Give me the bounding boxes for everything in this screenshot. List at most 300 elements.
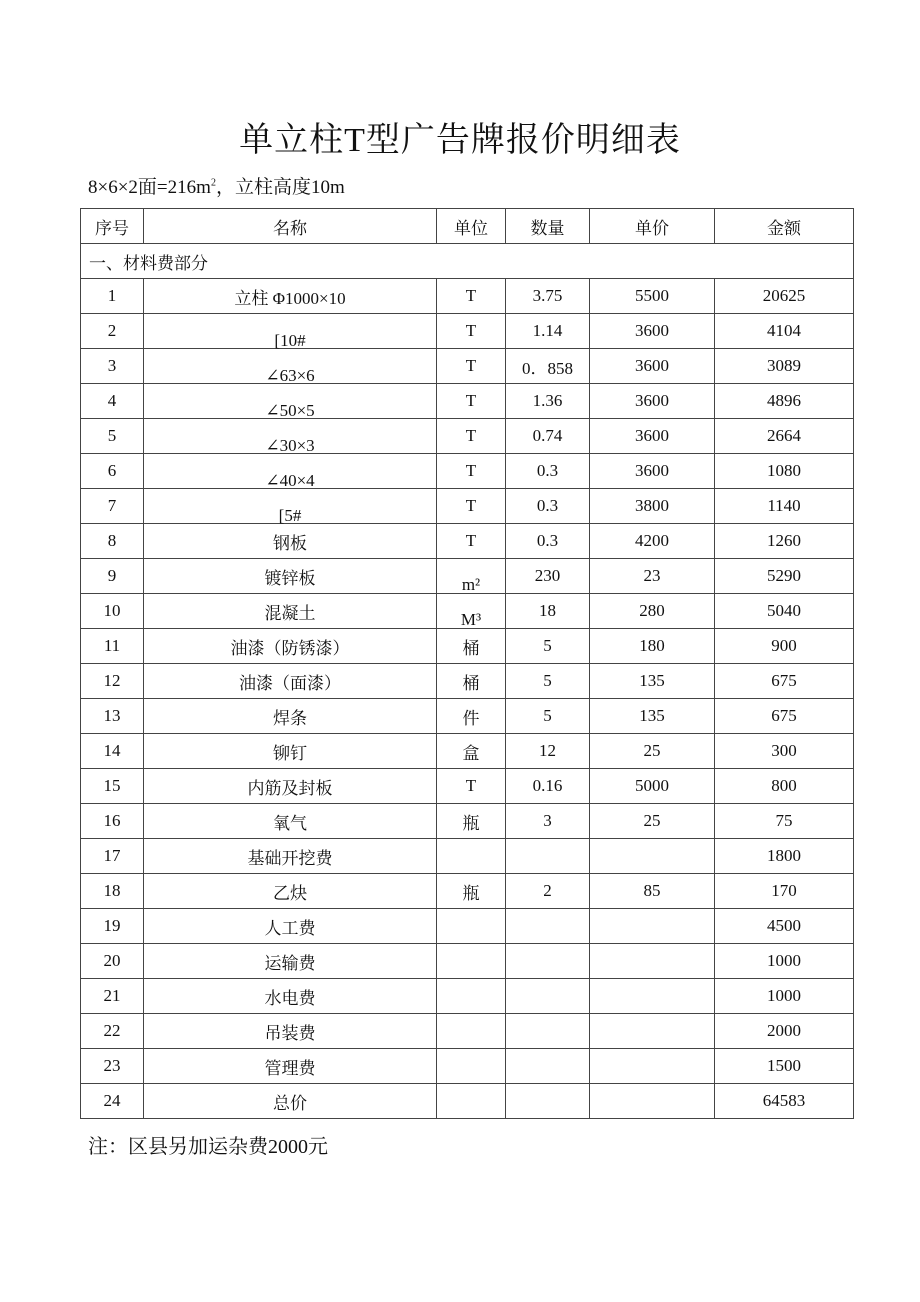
quantity — [506, 454, 590, 489]
amount — [715, 1014, 854, 1049]
item-name — [144, 944, 437, 979]
unit — [437, 454, 506, 489]
section-label: 一、材料费部分 — [81, 244, 854, 279]
row-number-text: 10 — [103, 601, 121, 620]
item-name-text: 运输费 — [264, 953, 316, 973]
amount — [715, 769, 854, 804]
unit-price — [590, 839, 715, 874]
item-name — [144, 419, 437, 454]
table-row — [81, 839, 854, 874]
unit-price — [590, 454, 715, 489]
row-number — [81, 979, 144, 1014]
unit-price — [590, 419, 715, 454]
unit-text: T — [465, 426, 477, 445]
row-number — [81, 874, 144, 909]
row-number-text: 11 — [103, 636, 121, 655]
unit-text: T — [465, 286, 477, 305]
row-number-text: 3 — [107, 356, 117, 375]
unit-price-text: 3800 — [635, 496, 669, 515]
quantity-text: 0.16 — [532, 776, 563, 795]
item-name — [144, 279, 437, 314]
row-number-text: 15 — [103, 776, 121, 795]
item-name — [144, 349, 437, 384]
amount — [715, 384, 854, 419]
table-row — [81, 594, 854, 629]
item-name — [144, 804, 437, 839]
unit — [437, 1014, 506, 1049]
amount — [715, 594, 854, 629]
unit — [437, 944, 506, 979]
row-number — [81, 699, 144, 734]
unit-text: 桶 — [462, 673, 480, 693]
row-number-text: 6 — [107, 461, 117, 480]
table-row — [81, 454, 854, 489]
unit-price — [590, 699, 715, 734]
table-row — [81, 769, 854, 804]
row-number-text: 8 — [107, 531, 117, 550]
row-number — [81, 524, 144, 559]
quantity-text: 0.3 — [536, 461, 559, 480]
unit-text: T — [465, 391, 477, 410]
unit-price-text: 3600 — [635, 356, 669, 375]
unit-text: T — [465, 321, 477, 340]
table-row — [81, 279, 854, 314]
item-name-text: ∠63×6 — [265, 366, 315, 385]
row-number — [81, 419, 144, 454]
row-number-text: 12 — [103, 671, 121, 690]
row-number-text: 23 — [103, 1056, 121, 1075]
unit — [437, 629, 506, 664]
section-row — [81, 244, 854, 279]
item-name — [144, 874, 437, 909]
item-name-text: ∠50×5 — [265, 401, 315, 420]
unit-text: T — [465, 496, 477, 515]
unit — [437, 769, 506, 804]
amount — [715, 909, 854, 944]
unit — [437, 349, 506, 384]
unit-price — [590, 1049, 715, 1084]
row-number — [81, 1049, 144, 1084]
item-name — [144, 979, 437, 1014]
row-number — [81, 454, 144, 489]
unit-price-text: 135 — [639, 671, 665, 690]
item-name — [144, 699, 437, 734]
unit-text: 瓶 — [462, 883, 480, 903]
unit — [437, 664, 506, 699]
amount-text: 4896 — [767, 391, 801, 410]
amount-text: 1500 — [767, 1056, 801, 1075]
row-number-text: 21 — [103, 986, 121, 1005]
item-name-text: 乙炔 — [273, 883, 307, 903]
unit — [437, 839, 506, 874]
item-name-text: 立柱 Φ1000×10 — [234, 288, 346, 308]
quantity — [506, 769, 590, 804]
amount — [715, 314, 854, 349]
table-row — [81, 349, 854, 384]
unit-text: m² — [461, 575, 481, 594]
unit-price-text: 25 — [643, 811, 661, 830]
table-row — [81, 489, 854, 524]
unit — [437, 804, 506, 839]
unit-price-text: 25 — [643, 741, 661, 760]
quantity-text: 0．858 — [522, 358, 573, 378]
item-name-text: 油漆（防锈漆） — [230, 638, 350, 658]
item-name — [144, 489, 437, 524]
quantity-text: 0.3 — [536, 531, 559, 550]
quantity-text: 0.3 — [536, 496, 559, 515]
amount — [715, 559, 854, 594]
quantity-text: 1.36 — [532, 391, 563, 410]
amount — [715, 839, 854, 874]
quantity — [506, 734, 590, 769]
row-number — [81, 629, 144, 664]
quantity — [506, 314, 590, 349]
quantity-text: 12 — [539, 741, 556, 760]
amount-text: 1800 — [767, 846, 801, 865]
amount-text: 5290 — [767, 566, 801, 585]
amount-text: 64583 — [762, 1091, 806, 1110]
quantity-text: 5 — [543, 636, 552, 655]
item-name-text: 混凝土 — [264, 603, 316, 623]
item-name — [144, 734, 437, 769]
quantity-text: 3.75 — [532, 286, 563, 305]
amount — [715, 804, 854, 839]
unit-text: 件 — [462, 708, 480, 728]
quantity — [506, 1014, 590, 1049]
amount-text: 4104 — [767, 321, 801, 340]
quantity-text: 0.74 — [532, 426, 563, 445]
unit-price — [590, 874, 715, 909]
amount-text: 2664 — [767, 426, 801, 445]
row-number-text: 13 — [103, 706, 121, 725]
unit-text: T — [465, 356, 477, 375]
amount — [715, 664, 854, 699]
unit-text: T — [465, 776, 477, 795]
table-row — [81, 874, 854, 909]
row-number-text: 1 — [107, 286, 117, 305]
amount-text: 20625 — [762, 286, 806, 305]
row-number-text: 24 — [103, 1091, 121, 1110]
quantity-text: 3 — [543, 811, 552, 830]
unit-price-text: 3600 — [635, 391, 669, 410]
amount-text: 1260 — [767, 531, 801, 550]
row-number — [81, 804, 144, 839]
amount-text: 3089 — [767, 356, 801, 375]
unit-text: 盒 — [462, 743, 480, 763]
quantity — [506, 874, 590, 909]
row-number — [81, 909, 144, 944]
item-name — [144, 1084, 437, 1119]
item-name — [144, 314, 437, 349]
unit-price — [590, 734, 715, 769]
table-row — [81, 664, 854, 699]
quantity — [506, 839, 590, 874]
item-name — [144, 664, 437, 699]
quantity — [506, 664, 590, 699]
price-table — [80, 208, 854, 1119]
quantity — [506, 524, 590, 559]
unit-price — [590, 664, 715, 699]
unit-price-text: 180 — [639, 636, 665, 655]
amount-text: 675 — [771, 671, 797, 690]
unit-text: T — [465, 531, 477, 550]
row-number — [81, 734, 144, 769]
unit — [437, 559, 506, 594]
item-name — [144, 769, 437, 804]
amount — [715, 349, 854, 384]
footnote: 注：区县另加运杂费2000元 — [88, 1136, 328, 1158]
quantity-text: 2 — [543, 881, 552, 900]
quantity-text: 1.14 — [532, 321, 563, 340]
unit-price-text: 85 — [643, 881, 661, 900]
quantity — [506, 559, 590, 594]
quantity — [506, 909, 590, 944]
unit-price — [590, 489, 715, 524]
quantity — [506, 419, 590, 454]
unit-price — [590, 279, 715, 314]
item-name — [144, 524, 437, 559]
unit-price-text: 3600 — [635, 426, 669, 445]
table-row — [81, 559, 854, 594]
item-name — [144, 559, 437, 594]
unit-price — [590, 524, 715, 559]
unit-price — [590, 1014, 715, 1049]
table-row — [81, 384, 854, 419]
unit-price-text: 3600 — [635, 461, 669, 480]
unit — [437, 874, 506, 909]
row-number — [81, 1014, 144, 1049]
quantity — [506, 279, 590, 314]
quantity-text: 5 — [543, 671, 552, 690]
quantity — [506, 384, 590, 419]
item-name-text: 油漆（面漆） — [239, 673, 341, 693]
amount — [715, 524, 854, 559]
subtitle-suffix: ，立柱高度10m — [215, 177, 345, 198]
unit-price-text: 3600 — [635, 321, 669, 340]
table-row — [81, 314, 854, 349]
item-name-text: 基础开挖费 — [247, 848, 333, 868]
item-name-text: 镀锌板 — [264, 568, 316, 588]
unit — [437, 1049, 506, 1084]
row-number-text: 2 — [107, 321, 117, 340]
unit-price — [590, 559, 715, 594]
unit-price — [590, 594, 715, 629]
row-number — [81, 489, 144, 524]
row-number-text: 20 — [103, 951, 121, 970]
table-row — [81, 699, 854, 734]
header-cell: 金额 — [715, 209, 854, 244]
row-number — [81, 384, 144, 419]
unit — [437, 314, 506, 349]
row-number — [81, 559, 144, 594]
row-number-text: 7 — [107, 496, 117, 515]
header-cell: 名称 — [144, 209, 437, 244]
amount-text: 1140 — [767, 496, 801, 515]
row-number — [81, 314, 144, 349]
row-number — [81, 944, 144, 979]
table-row — [81, 1084, 854, 1119]
item-name — [144, 629, 437, 664]
unit-price — [590, 1084, 715, 1119]
amount — [715, 874, 854, 909]
unit — [437, 489, 506, 524]
table-row — [81, 1049, 854, 1084]
unit — [437, 1084, 506, 1119]
quantity — [506, 594, 590, 629]
item-name — [144, 1049, 437, 1084]
row-number — [81, 1084, 144, 1119]
unit-text: 桶 — [462, 638, 480, 658]
item-name-text: 内筋及封板 — [247, 778, 333, 798]
row-number-text: 5 — [107, 426, 117, 445]
quantity — [506, 699, 590, 734]
row-number-text: 16 — [103, 811, 121, 830]
table-row — [81, 629, 854, 664]
unit — [437, 699, 506, 734]
row-number-text: 14 — [103, 741, 121, 760]
header-cell: 单位 — [437, 209, 506, 244]
amount-text: 1080 — [767, 461, 801, 480]
quantity — [506, 489, 590, 524]
item-name-text: [10# — [274, 331, 306, 350]
item-name — [144, 1014, 437, 1049]
header-row — [81, 209, 854, 244]
item-name-text: 吊装费 — [264, 1023, 316, 1043]
amount — [715, 489, 854, 524]
unit-price — [590, 384, 715, 419]
row-number-text: 19 — [103, 916, 121, 935]
item-name-text: 氧气 — [273, 813, 307, 833]
subtitle-text: 8×6×2面=216m — [88, 177, 211, 198]
unit-text: M³ — [460, 610, 482, 629]
header-cell: 单价 — [590, 209, 715, 244]
unit-price — [590, 909, 715, 944]
amount-text: 1000 — [767, 951, 801, 970]
item-name-text: 钢板 — [273, 533, 307, 553]
unit-price — [590, 314, 715, 349]
unit-price — [590, 629, 715, 664]
quantity — [506, 979, 590, 1014]
item-name — [144, 839, 437, 874]
table-row — [81, 979, 854, 1014]
item-name-text: 管理费 — [264, 1058, 316, 1078]
unit — [437, 979, 506, 1014]
row-number — [81, 769, 144, 804]
item-name — [144, 384, 437, 419]
unit — [437, 524, 506, 559]
row-number-text: 17 — [103, 846, 121, 865]
amount — [715, 629, 854, 664]
item-name-text: [5# — [278, 506, 302, 525]
unit-text: T — [465, 461, 477, 480]
unit-price-text: 5000 — [635, 776, 669, 795]
amount-text: 900 — [771, 636, 797, 655]
row-number — [81, 279, 144, 314]
unit — [437, 419, 506, 454]
unit-price — [590, 979, 715, 1014]
subtitle-sup: 2 — [210, 177, 216, 189]
quantity — [506, 1049, 590, 1084]
unit-price — [590, 804, 715, 839]
item-name — [144, 909, 437, 944]
unit-price-text: 135 — [639, 706, 665, 725]
amount-text: 300 — [771, 741, 797, 760]
quantity — [506, 804, 590, 839]
quantity — [506, 944, 590, 979]
row-number-text: 9 — [107, 566, 117, 585]
amount — [715, 979, 854, 1014]
quantity-text: 5 — [543, 706, 552, 725]
row-number-text: 22 — [103, 1021, 121, 1040]
amount-text: 170 — [771, 881, 797, 900]
amount — [715, 419, 854, 454]
item-name-text: 铆钉 — [273, 743, 307, 763]
quantity — [506, 1084, 590, 1119]
header-cell: 数量 — [506, 209, 590, 244]
amount-text: 675 — [771, 706, 797, 725]
unit — [437, 909, 506, 944]
unit-price-text: 4200 — [635, 531, 669, 550]
table-row — [81, 734, 854, 769]
header-cell: 序号 — [81, 209, 144, 244]
unit-text: 瓶 — [462, 813, 480, 833]
item-name-text: ∠30×3 — [265, 436, 315, 455]
subtitle — [88, 172, 345, 199]
amount-text: 2000 — [767, 1021, 801, 1040]
amount — [715, 454, 854, 489]
unit — [437, 734, 506, 769]
unit-price — [590, 349, 715, 384]
table-row — [81, 944, 854, 979]
quantity-text: 18 — [539, 601, 556, 620]
row-number — [81, 839, 144, 874]
amount — [715, 1084, 854, 1119]
quantity-text: 230 — [534, 566, 561, 585]
amount — [715, 944, 854, 979]
unit — [437, 384, 506, 419]
table-row — [81, 1014, 854, 1049]
row-number-text: 4 — [107, 391, 117, 410]
item-name-text: 总价 — [273, 1093, 307, 1113]
unit-price-text: 23 — [643, 566, 661, 585]
quantity — [506, 349, 590, 384]
item-name — [144, 454, 437, 489]
amount-text: 1000 — [767, 986, 801, 1005]
item-name-text: 水电费 — [264, 988, 316, 1008]
row-number — [81, 594, 144, 629]
row-number — [81, 664, 144, 699]
unit-price — [590, 944, 715, 979]
row-number — [81, 349, 144, 384]
amount — [715, 699, 854, 734]
unit — [437, 594, 506, 629]
item-name-text: 焊条 — [273, 708, 307, 728]
item-name-text: 人工费 — [264, 918, 316, 938]
page-title: 单立柱T型广告牌报价明细表 — [239, 122, 681, 159]
amount-text: 75 — [775, 811, 793, 830]
row-number-text: 18 — [103, 881, 121, 900]
amount — [715, 1049, 854, 1084]
table-row — [81, 419, 854, 454]
unit — [437, 279, 506, 314]
table-row — [81, 524, 854, 559]
amount-text: 800 — [771, 776, 797, 795]
table-row — [81, 804, 854, 839]
amount-text: 5040 — [767, 601, 801, 620]
unit-price-text: 280 — [639, 601, 665, 620]
table-row — [81, 909, 854, 944]
quantity — [506, 629, 590, 664]
